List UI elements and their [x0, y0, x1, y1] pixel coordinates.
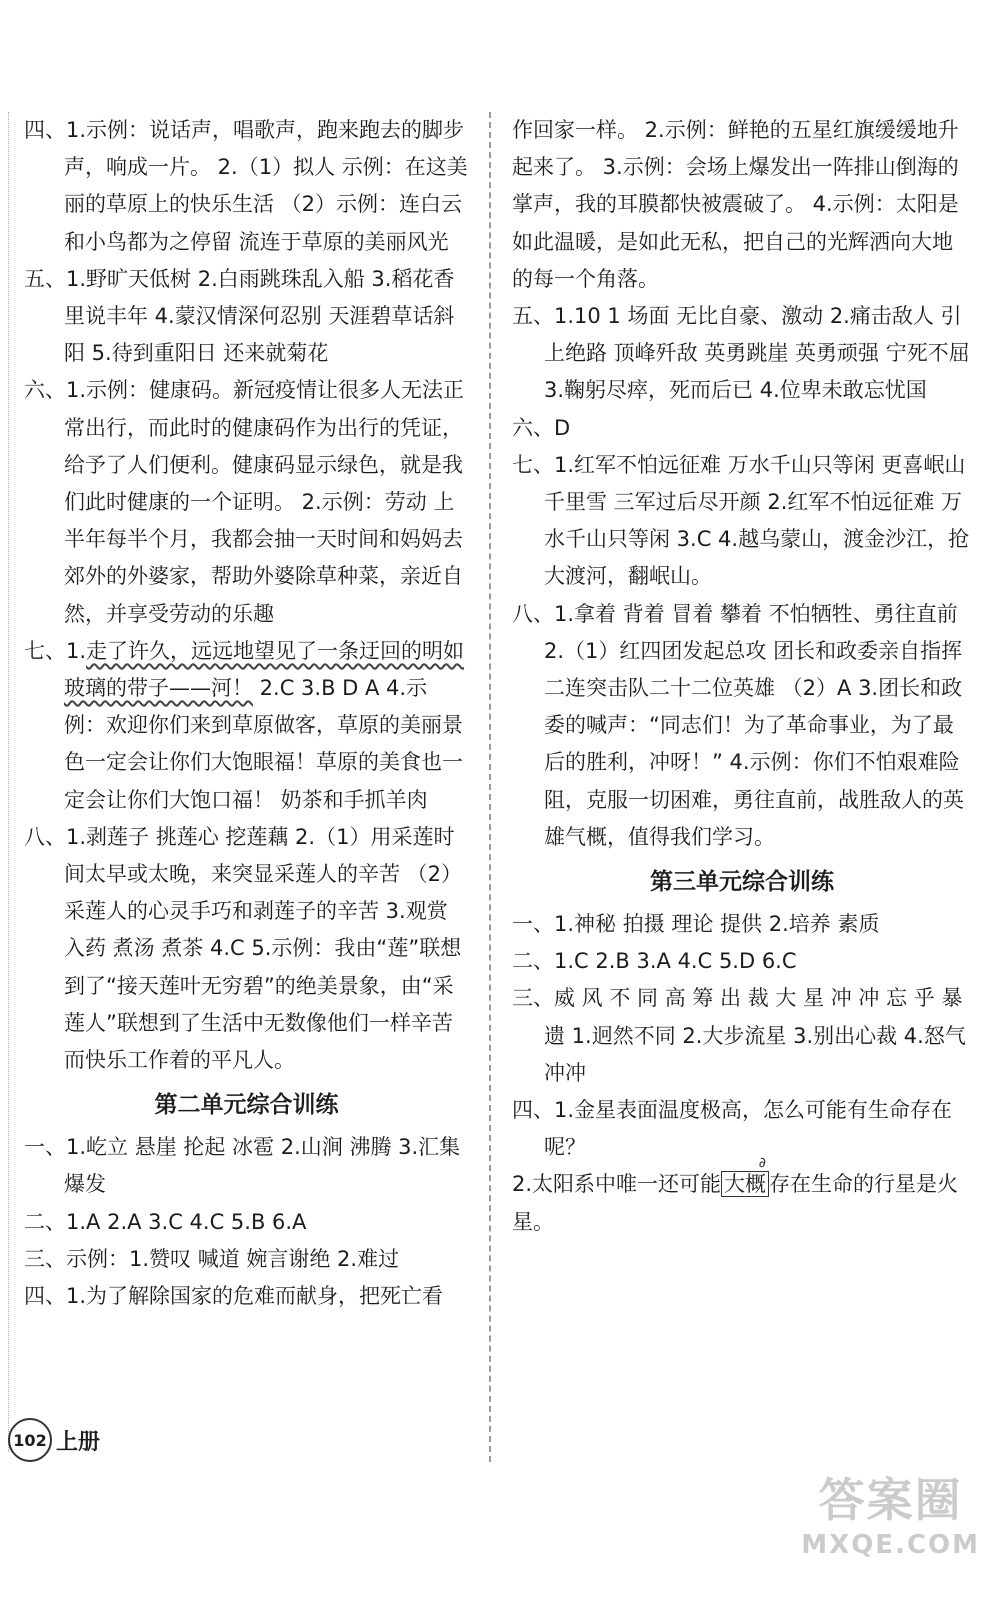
sentence-after-box: 存在生命的行星是火星。: [512, 1172, 959, 1234]
watermark-en: MXQE.COM: [801, 1530, 980, 1560]
unit-3-section-3: 三、威 风 不 同 高 筹 出 裁 大 星 冲 冲 忘 乎 暴 遗 1.迥然不同 2.大步流星 3.别出心裁 4.怒气冲冲: [512, 986, 970, 1085]
page-number-badge: 102: [8, 1418, 52, 1462]
sentence-before-box: 2.太阳系中唯一还可能: [512, 1172, 722, 1197]
continued-answer: 作回家一样。 2.示例：鲜艳的五星红旗缓缓地升起来了。 3.示例：会场上爆发出一阵排山倒海的掌声，我的耳膜都快被震破了。 4.示例：太阳是如此温暖，是如此无私，把自己的光辉洒向大地的每一个角落。: [512, 118, 959, 291]
unit-3-section-4b: [512, 1155, 972, 1240]
wavy-underlined-sentence: 走了许久，远远地望见了一条迂回的明如玻璃的带子——河！: [64, 638, 465, 701]
unit-2-heading: 第二单元综合训练: [154, 1092, 339, 1119]
left-margin-line: [8, 112, 9, 1452]
column-divider: [489, 112, 491, 1462]
unit-2-section-4: 四、1.为了解除国家的危难而献身，把死亡看: [24, 1284, 444, 1309]
unit-3-section-4a: 四、1.金星表面温度极高，怎么可能有生命存在呢？: [512, 1098, 953, 1160]
page-footer: [8, 1418, 100, 1462]
answer-section-6: 六、1.示例：健康码。新冠疫情让很多人无法正常出行，而此时的健康码作为出行的凭证，给予了人们便利。健康码显示绿色，就是我们此时健康的一个证明。 2.示例：劳动 上半年每半个月，我都会抽一天时间和妈妈去郊外的外婆家，帮助外婆除草种菜，亲近自然，并享受劳动的乐趣: [24, 378, 465, 626]
answer-section-8-right: 八、1.拿着 背着 冒着 攀着 不怕牺牲、勇往直前 2.（1）红四团发起总攻 团长和政委亲自指挥 二连突击队二十二位英雄 （2）A 3.团长和政委的喊声：“同志们！为了革命事业，为了最后的胜利，冲呀！” 4.示例：你们不怕艰难险阻，克服一切困难，勇往直前，战胜敌人的英雄气概，值得我们学习。: [512, 601, 969, 849]
insertion-mark-icon: ∂: [758, 1155, 767, 1172]
answer-section-7: [24, 633, 469, 819]
answer-section-8: 八、1.剥莲子 挑莲心 挖莲藕 2.（1）用采莲时间太早或太晚，来突显采莲人的辛苦 （2）采莲人的心灵手巧和剥莲子的辛苦 3.观赏 入药 煮汤 煮茶 4.C 5.示例：我由“莲”联想到了“接天莲叶无穷碧”的绝美景象，由“采莲人”联想到了生活中无数像他们一样辛苦而快乐工作着的平凡人。: [24, 824, 463, 1073]
unit-2-section-2: 二、1.A 2.A 3.C 4.C 5.B 6.A: [24, 1209, 307, 1234]
unit-3-section-2: 二、1.C 2.B 3.A 4.C 5.D 6.C: [512, 949, 797, 974]
boxed-word: [721, 1155, 769, 1197]
unit-3-heading: 第三单元综合训练: [650, 869, 834, 896]
section-7-rest: 2.C 3.B D A 4.示例：欢迎你们来到草原做客，草原的美丽景色一定会让你们大饱眼福！草原的美食也一定会让你们大饱口福！ 奶茶和手抓羊肉: [64, 676, 463, 812]
answer-section-7-right: 七、1.红军不怕远征难 万水千山只等闲 更喜岷山千里雪 三军过后尽开颜 2.红军不怕远征难 万水千山只等闲 3.C 4.越乌蒙山，渡金沙江，抢大渡河，翻岷山。: [512, 452, 970, 589]
unit-2-section-3: 三、示例：1.赞叹 喊道 婉言谢绝 2.难过: [24, 1246, 400, 1271]
section-7-prefix: 七、1.: [24, 638, 87, 663]
unit-2-section-1: 一、1.屹立 悬崖 抡起 冰雹 2.山涧 沸腾 3.汇集 爆发: [24, 1135, 467, 1197]
unit-3-section-1: 一、1.神秘 拍摄 理论 提供 2.培养 素质: [512, 912, 880, 937]
answer-section-6-right: 六、D: [512, 415, 571, 440]
answer-section-5: 五、1.野旷天低树 2.白雨跳珠乱入船 3.稻花香里说丰年 4.蒙汉情深何忍别 天涯碧草话斜阳 5.待到重阳日 还来就菊花: [24, 266, 455, 366]
left-column: [24, 112, 469, 1315]
watermark-cn: 答案圈: [818, 1473, 963, 1527]
answer-section-4: 四、1.示例：说话声，唱歌声，跑来跑去的脚步声，响成一片。 2.（1）拟人 示例：在这美丽的草原上的快乐生活 （2）示例：连白云和小鸟都为之停留 流连于草原的美丽风光: [24, 118, 468, 254]
volume-label: 上册: [56, 1429, 101, 1455]
answer-section-5-right: 五、1.10 1 场面 无比自豪、激动 2.痛击敌人 引上绝路 顶峰歼敌 英勇跳崖 英勇顽强 宁死不屈 3.鞠躬尽瘁，死而后已 4.位卑未敢忘忧国: [512, 304, 977, 403]
watermark-logo: [801, 1464, 980, 1560]
right-column: [512, 112, 977, 1241]
boxed-word-text: 大概: [724, 1172, 767, 1197]
